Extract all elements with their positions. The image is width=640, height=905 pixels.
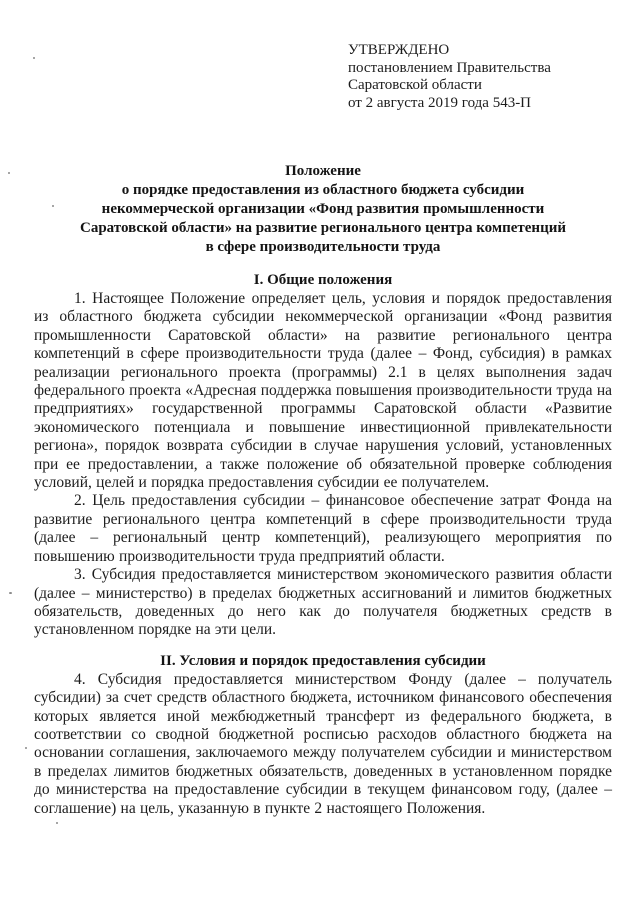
- approval-block: [348, 42, 612, 112]
- scan-speck: [33, 57, 35, 59]
- document-title: [34, 162, 612, 257]
- scan-speck: [56, 822, 58, 824]
- approval-line-approved: УТВЕРЖДЕНО: [348, 42, 450, 58]
- scan-speck: [9, 592, 12, 594]
- section-2-heading: II. Условия и порядок предоставления субсидии: [160, 652, 486, 669]
- paragraph-4: 4. Субсидия предоставляется министерством Фонду (далее – получатель субсидии) за счет средств областного бюджета, источником финансового обеспечения которых является иной межбюджетный трансферт из федерального бюджета, в соответствии со сводной бюджетной росписью расходов областного бюджета на основании соглашения, заключаемого между получателем субсидии и министерством в пределах лимитов бюджетных обязательств, доведенных в установленном порядке до министерства на предоставление субсидии в текущем финансовом году, (далее – соглашение) на цель, указанную в пункте 2 настоящего Положения.: [34, 670, 612, 817]
- title-line-4: Саратовской области» на развитие регионального центра компетенций: [79, 220, 566, 236]
- title-line-5: в сфере производительности труда: [205, 239, 441, 255]
- approval-line-date-number: от 2 августа 2019 года 543-П: [348, 94, 532, 111]
- scan-speck: [25, 747, 27, 749]
- section-1-heading: I. Общие положения: [253, 272, 393, 288]
- paragraph-3: 3. Субсидия предоставляется министерством экономического развития области (далее – министерство) в пределах бюджетных ассигнований и лимитов бюджетных обязательств, доведенных до него как до получателя бюджетных средств в установленном порядке на эти цели.: [34, 566, 612, 639]
- scan-speck: [52, 205, 54, 207]
- approval-line-resolution: постановлением Правительства: [348, 59, 551, 76]
- approval-line-region: Саратовской области: [348, 77, 482, 93]
- scan-speck: [8, 172, 10, 174]
- title-line-1: Положение: [285, 163, 361, 179]
- title-line-2: о порядке предоставления из областного бюджета субсидии: [121, 182, 525, 198]
- paragraph-1: 1. Настоящее Положение определяет цель, условия и порядок предоставления из областного бюджета субсидии некоммерческой организации «Фонд развития промышленности Саратовской области» на развитие регионального центра компетенций в сфере производительности труда (далее – Фонд, субсидия) в рамках реализации регионального проекта (программы) 2.1 в целях выполнения задач федерального проекта «Адресная поддержка повышения производительности труда на предприятиях» государственной программы Саратовской области «Развитие экономического потенциала и повышение инвестиционной привлекательности региона», порядок возврата субсидии в случае нарушения условий, установленных при ее предоставлении, а также положение об обязательной проверке соблюдения условий, целей и порядка предоставления субсидии ее получателем.: [34, 290, 612, 492]
- paragraph-2: 2. Цель предоставления субсидии – финансовое обеспечение затрат Фонда на развитие регионального центра компетенций в сфере производительности труда (далее – региональный центр компетенций), реализующего мероприятия по повышению производительности труда предприятий области.: [34, 492, 612, 565]
- title-line-3: некоммерческой организации «Фонд развития промышленности: [101, 201, 545, 217]
